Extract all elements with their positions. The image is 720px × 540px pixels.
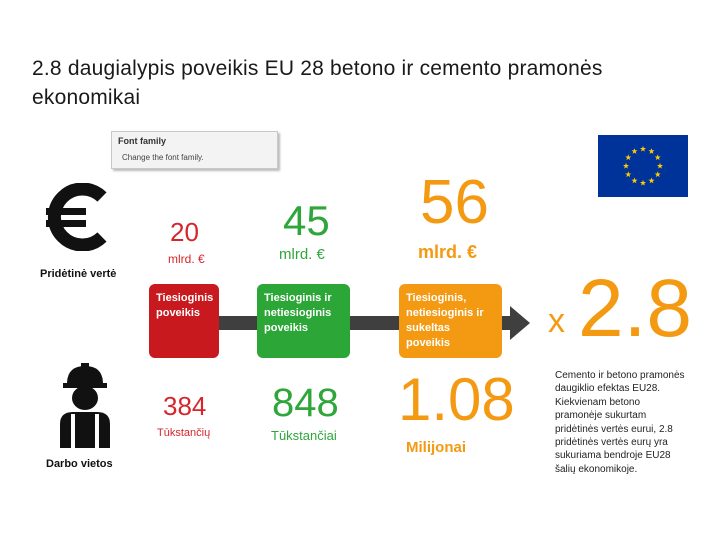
flag-star-icon bbox=[648, 178, 654, 184]
euro-icon bbox=[44, 183, 110, 251]
direct-value-added-unit: mlrd. € bbox=[168, 252, 205, 266]
multiplier-value: 2.8 bbox=[578, 263, 692, 354]
induced-impact-box: Tiesioginis, netiesioginis ir sukeltas poveikis bbox=[399, 284, 502, 358]
tooltip-title: Font family bbox=[118, 136, 167, 146]
flag-star-icon bbox=[625, 154, 631, 160]
induced-jobs: 1.08 bbox=[398, 366, 515, 433]
slide-title: 2.8 daugialypis poveikis EU 28 betono ir cemento pramonės ekonomikai bbox=[32, 57, 603, 109]
flag-star-icon bbox=[623, 163, 629, 169]
flag-star-icon bbox=[657, 163, 663, 169]
flag-star-icon bbox=[640, 146, 646, 152]
tooltip-description: Change the font family. bbox=[122, 153, 204, 162]
multiplier-prefix: x bbox=[548, 302, 565, 340]
direct-jobs-unit: Tūkstančių bbox=[157, 427, 211, 439]
flag-star-icon bbox=[631, 178, 637, 184]
indirect-impact-box: Tiesioginis ir netiesioginis poveikis bbox=[257, 284, 350, 358]
flag-star-icon bbox=[631, 148, 637, 154]
multiplier-description: Cemento ir betono pramonės daugiklio efektas EU28. Kiekvienam betono pramonėje sukurtam pridėtinės vertės eurui, 2.8 pridėtinės vertės eurų yra sukuriama bendroje EU28 šalių ekonomikoje. bbox=[555, 370, 685, 475]
value-added-label: Pridėtinė vertė bbox=[40, 268, 117, 280]
indirect-value-added: 45 bbox=[283, 197, 330, 244]
indirect-jobs-unit: Tūkstančiai bbox=[271, 428, 337, 443]
induced-jobs-unit: Milijonai bbox=[406, 439, 466, 456]
flag-star-icon bbox=[655, 154, 661, 160]
direct-jobs: 384 bbox=[163, 391, 207, 421]
flag-star-icon bbox=[655, 171, 661, 177]
flag-star-icon bbox=[625, 171, 631, 177]
font-family-tooltip bbox=[111, 131, 278, 169]
indirect-value-added-unit: mlrd. € bbox=[279, 246, 325, 263]
impact-arrow-head bbox=[510, 306, 530, 340]
direct-impact-box: Tiesioginis poveikis bbox=[149, 284, 219, 358]
eu-flag-icon bbox=[598, 135, 688, 197]
flag-star-icon bbox=[648, 148, 654, 154]
flag-star-icon bbox=[640, 180, 646, 186]
jobs-label: Darbo vietos bbox=[46, 458, 113, 470]
indirect-jobs: 848 bbox=[272, 381, 339, 425]
induced-value-added-unit: mlrd. € bbox=[418, 242, 478, 262]
worker-icon bbox=[57, 362, 113, 448]
induced-value-added: 56 bbox=[420, 168, 489, 237]
direct-value-added: 20 bbox=[170, 217, 199, 247]
